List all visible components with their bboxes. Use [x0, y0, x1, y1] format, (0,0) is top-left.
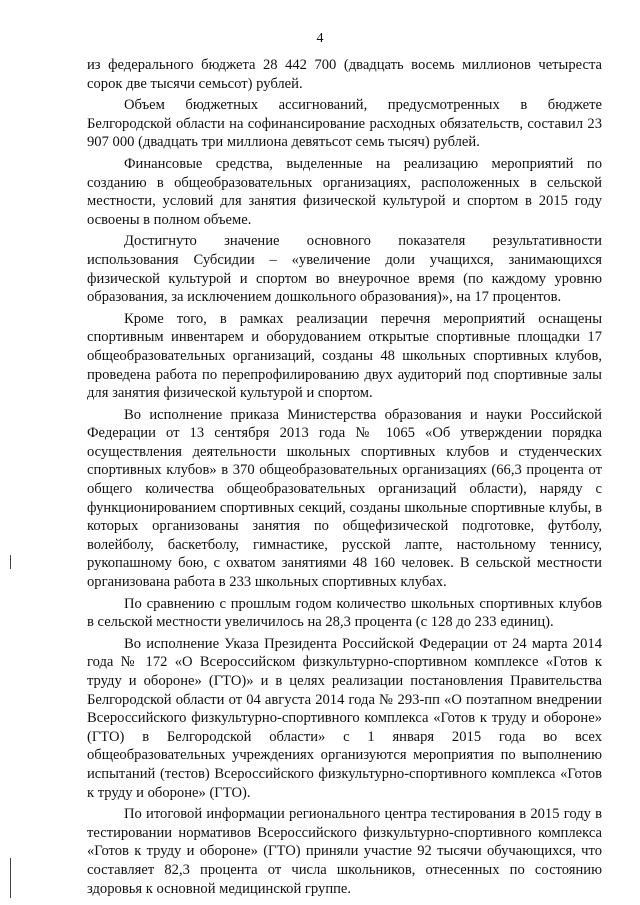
paragraph-federal-budget: из федерального бюджета 28 442 700 (двадцать восемь миллионов четыреста сорок две тысячи семьсот) рублей.: [87, 57, 602, 92]
document-body: [87, 56, 602, 898]
paragraph-funds-spent: Финансовые средства, выделенные на реализацию мероприятий по созданию в общеобразовательных организациях, расположенных в сельской местности, условий для занятия физической культурой и спортом в 2015 году освоены в полном объеме.: [87, 155, 602, 228]
paragraph-ministry-order: Во исполнение приказа Министерства образования и науки Российской Федерации от 13 сентября 2013 года № 1065 «Об утверждении порядка осуществления деятельности школьных спортивных клубов и студенческих спортивных клубов» в 370 общеобразовательных организациях (66,3 процента от общего количества общеобразовательных организаций области), наряду с функционированием спортивных секций, созданы школьные спортивные клубы, в которых организованы занятия по общефизической подготовке, футболу, волейболу, баскетболу, гимнастике, русской лапте, настольному теннису, рукопашному бою, с охватом занятиями 48 160 человек. В сельской местности организована работа в 233 школьных спортивных клубах.: [87, 406, 602, 591]
paragraph-comparison: По сравнению с прошлым годом количество школьных спортивных клубов в сельской местности увеличилось на 28,3 процента (с 128 до 233 единиц).: [87, 595, 602, 631]
paragraph-gto-decree: Во исполнение Указа Президента Российской Федерации от 24 марта 2014 года № 172 «О Всероссийском физкультурно-спортивном комплексе «Готов к труду и обороне» (ГТО)» и в целях реализации постановления Правительства Белгородской области от 04 августа 2014 года № 293-пп «О поэтапном внедрении Всероссийского физкультурно-спортивного комплекса «Готов к труду и обороне» (ГТО) в Белгородской области» с 1 января 2015 года во всех общеобразовательных учреждениях организуются мероприятия по выполнению испытаний (тестов) Всероссийского физкультурно-спортивного комплекса «Готов к труду и обороне» (ГТО).: [87, 635, 602, 801]
paragraph-performance-indicator: Достигнуто значение основного показателя результативности использования Субсидии – «увеличение доли учащихся, занимающихся физической культурой и спортом во внеурочное время (по каждому уровню образования, за исключением дошкольного образования)», на 17 процентов.: [87, 233, 602, 306]
page-number: 4: [316, 31, 324, 46]
scan-edge-mark: [10, 555, 11, 569]
paragraph-gto-testing: По итоговой информации регионального центра тестирования в 2015 году в тестировании нормативов Всероссийского физкультурно-спортивного комплекса «Готов к труду и обороне» (ГТО) приняли участие 92 тысячи обучающихся, что составляет 82,3 процента от числа школьников, отнесенных по состоянию здоровья к основной медицинской группе.: [87, 806, 602, 897]
paragraph-budget-allocations: Объем бюджетных ассигнований, предусмотренных в бюджете Белгородской области на софинансирование расходных обязательств, составил 23 907 000 (двадцать три миллиона девятьсот семь тысяч) рублей.: [87, 97, 602, 151]
paragraph-equipment-clubs: Кроме того, в рамках реализации перечня мероприятий оснащены спортивным инвентарем и оборудованием открытые спортивные площадки 17 общеобразовательных организаций, созданы 48 школьных спортивных клубов, проведена работа по перепрофилированию двух аудиторий под спортивные залы для занятия физической культурой и спортом.: [87, 310, 602, 402]
scan-edge-mark: [10, 858, 11, 898]
